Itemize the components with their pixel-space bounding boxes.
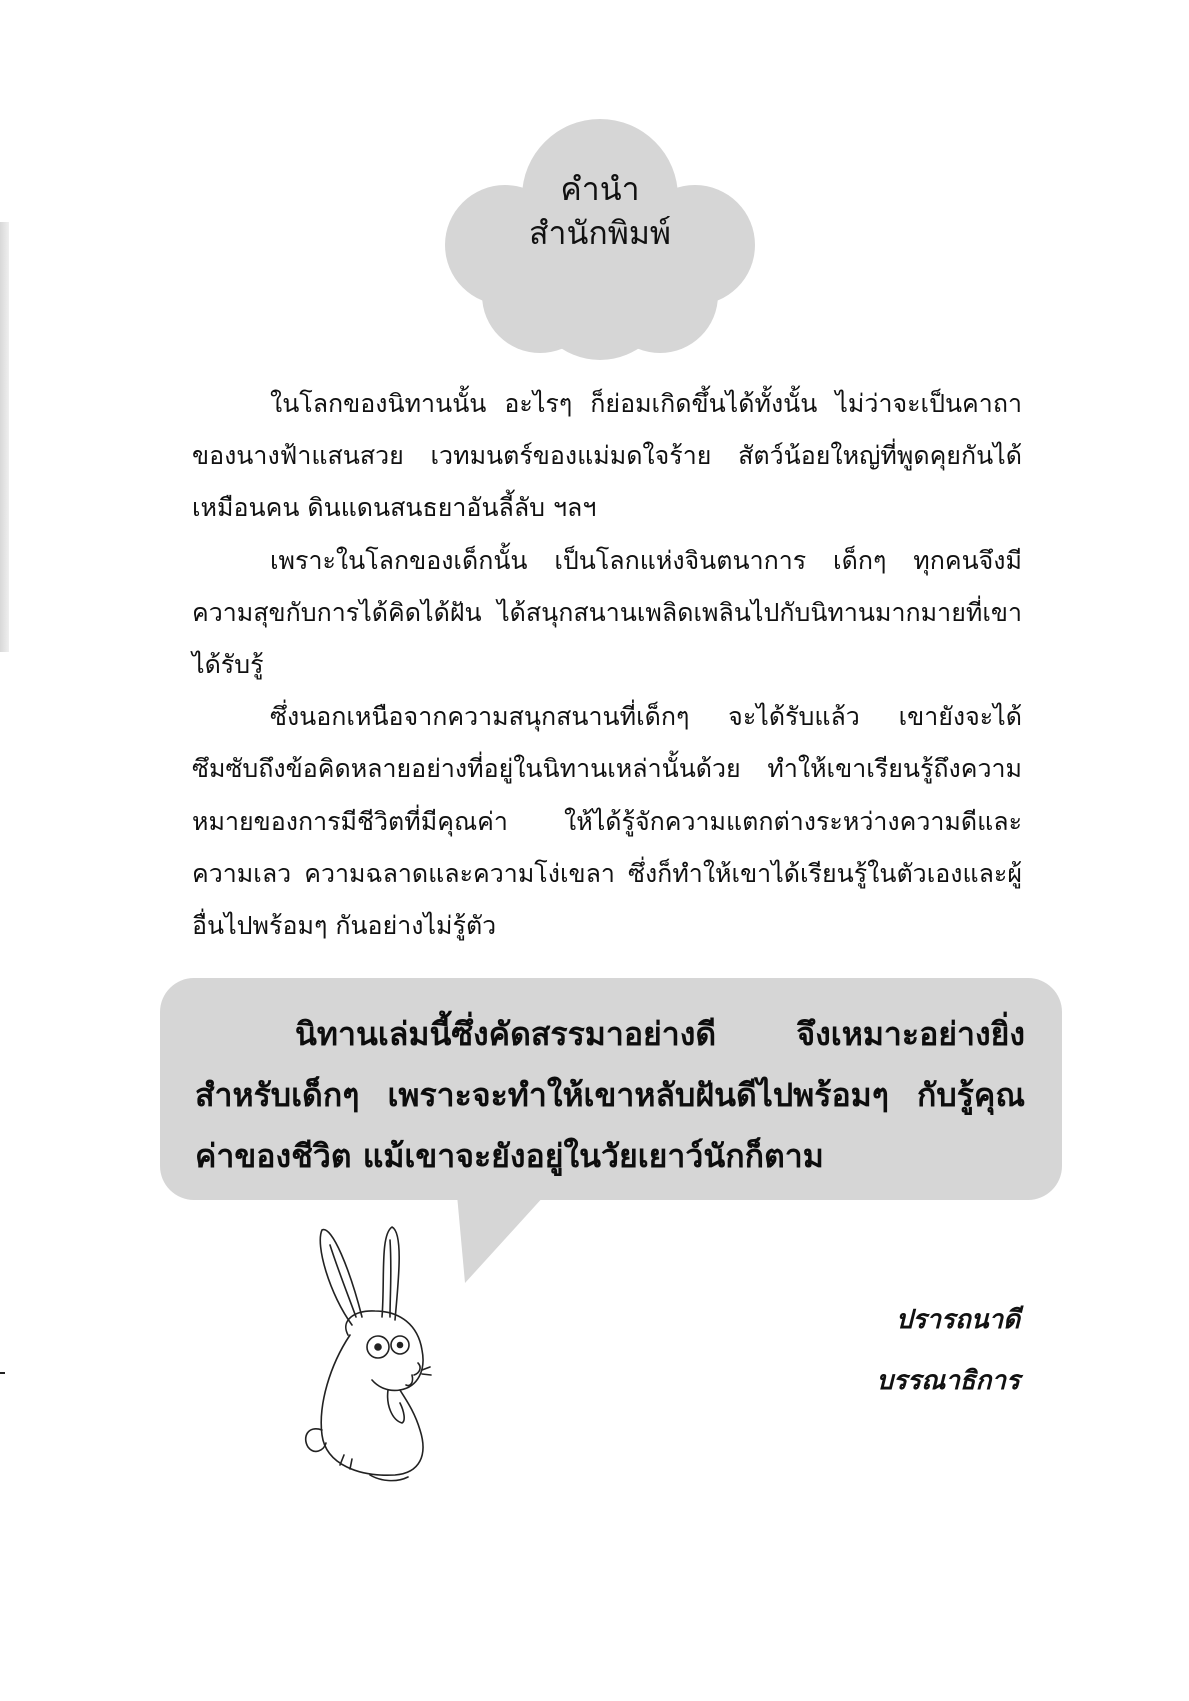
paragraph-3: ซึ่งนอกเหนือจากความสนุกสนานที่เด็กๆ จะได้รับแล้ว เขายังจะได้ซึมซับถึงข้อคิดหลายอย่างที่อยู่ในนิทานเหล่านั้นด้วย ทำให้เขาเรียนรู้ถึงความหมายของการมีชีวิตที่มีคุณค่า ให้ได้รู้จักความแตกต่างระหว่างความดีและความเลว ความฉลาดและความโง่เขลา ซึ่งก็ทำให้เขาได้เรียนรู้ในตัวเองและผู้อื่นไปพร้อมๆ กันอย่างไม่รู้ตัว (192, 702, 1022, 941)
page-title-line2: สำนักพิมพ์ (528, 214, 672, 252)
signature-block (700, 1290, 1020, 1412)
page-title (440, 167, 760, 255)
rabbit-illustration-icon (300, 1225, 470, 1485)
highlight-text: นิทานเล่มนี้ซึ่งคัดสรรมาอย่างดี จึงเหมาะอย่างยิ่งสำหรับเด็กๆ เพราะจะทำให้เขาหลับฝันดีไปพร้อมๆ กับรู้คุณค่าของชีวิต แม้เขาจะยังอยู่ในวัยเยาว์นักก็ตาม (195, 1015, 1025, 1175)
page-margin-mark (0, 1372, 5, 1374)
page-title-line1: คำนำ (560, 170, 640, 208)
page-edge-shadow (0, 222, 9, 652)
paragraph-2: เพราะในโลกของเด็กนั้น เป็นโลกแห่งจินตนาการ เด็กๆ ทุกคนจึงมีความสุขกับการได้คิดได้ฝัน ได้สนุกสนานเพลิดเพลินไปกับนิทานมากมายที่เขาได้รับรู้ (192, 545, 1022, 680)
paragraph-1: ในโลกของนิทานนั้น อะไรๆ ก็ย่อมเกิดขึ้นได้ทั้งนั้น ไม่ว่าจะเป็นคาถาของนางฟ้าแสนสวย เวทมนตร์ของแม่มดใจร้าย สัตว์น้อยใหญ่ที่พูดคุยกันได้เหมือนคน ดินแดนสนธยาอันลี้ลับ ฯลฯ (192, 389, 1022, 523)
signature-closing: ปรารถนาดี (895, 1305, 1020, 1335)
title-cloud (440, 115, 760, 365)
highlight-quote (195, 1004, 1025, 1187)
signature-author: บรรณาธิการ (876, 1366, 1020, 1396)
preface-body (192, 378, 1022, 952)
